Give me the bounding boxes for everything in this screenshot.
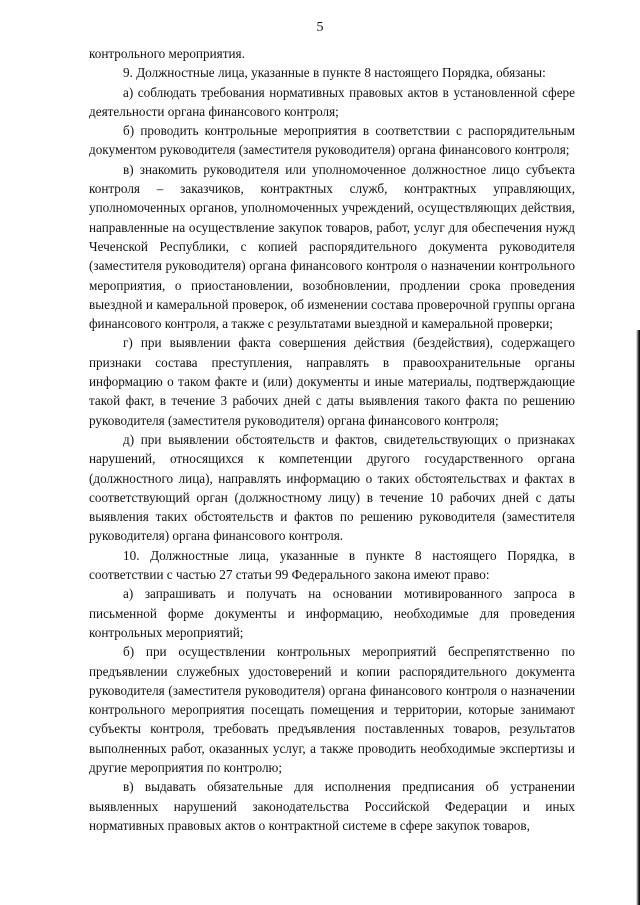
paragraph: 9. Должностные лица, указанные в пункте 8 настоящего Порядка, обязаны: (123, 65, 546, 81)
paragraph: д) при выявлении обстоятельств и фактов, свидетельствующих о признаках нарушений, относящихся к компетенции другого государственного органа (должностного лица), направлять информацию о таких обстоятельствах и фактах в соответствующий орган (должностному лицу) в течение 10 рабочих дней с даты выявления таких обстоятельств и фактов по решению руководителя (заместителя руководителя) органа финансового контроля. (89, 431, 575, 544)
paragraph: 10. Должностные лица, указанные в пункте 8 настоящего Порядка, в соответствии с частью 27 статьи 99 Федерального закона имеют право: (89, 547, 575, 583)
paragraph: в) знакомить руководителя или уполномоченное должностное лицо субъекта контроля – заказчиков, контрактных служб, контрактных управляющих, уполномоченных органов, уполномоченных учреждений, осуществляющих действия, направленные на осуществление закупок товаров, работ, услуг для обеспечения нужд Чеченской Республики, с копией распорядительного документа руководителя (заместителя руководителя) органа финансового контроля о назначении контрольного мероприятия, о приостановлении, возобновлении, продлении срока проведения выездной и камеральной проверок, об изменении состава проверочной группы органа финансового контроля, а также с результатами выездной и камеральной проверки; (89, 161, 575, 332)
paragraph: а) соблюдать требования нормативных правовых актов в установленной сфере деятельности органа финансового контроля; (89, 84, 575, 119)
document-body (89, 44, 575, 835)
page-number: 5 (316, 20, 324, 35)
paragraph: б) проводить контрольные мероприятия в соответствии с распорядительным документом руководителя (заместителя руководителя) органа финансового контроля; (89, 123, 575, 158)
paragraph: контрольного мероприятия. (89, 46, 245, 61)
paragraph: в) выдавать обязательные для исполнения предписания об устранении выявленных нарушений законодательства Российской Федерации и иных нормативных правовых актов о контрактной системе в сфере закупок товаров, (89, 779, 575, 833)
scan-edge-shadow (636, 330, 640, 905)
paragraph: б) при осуществлении контрольных мероприятий беспрепятственно по предъявлении служебных удостоверений и копии распорядительного документа руководителя (заместителя руководителя) органа финансового контроля о назначении контрольного мероприятия посещать помещения и территории, которые занимают субъекты контроля, требовать предъявления поставленных товаров, результатов выполненных работ, оказанных услуг, а также проводить необходимые экспертизы и другие мероприятия по контролю; (89, 644, 575, 775)
paragraph: а) запрашивать и получать на основании мотивированного запроса в письменной форме документы и информацию, необходимые для проведения контрольных мероприятий; (89, 586, 575, 640)
paragraph: г) при выявлении факта совершения действия (бездействия), содержащего признаки состава преступления, направлять в правоохранительные органы информацию о таком факте и (или) документы и иные материалы, подтверждающие такой факт, в течение 3 рабочих дней с даты выявления такого факта по решению руководителя (заместителя руководителя) органа финансового контроля; (89, 335, 575, 428)
